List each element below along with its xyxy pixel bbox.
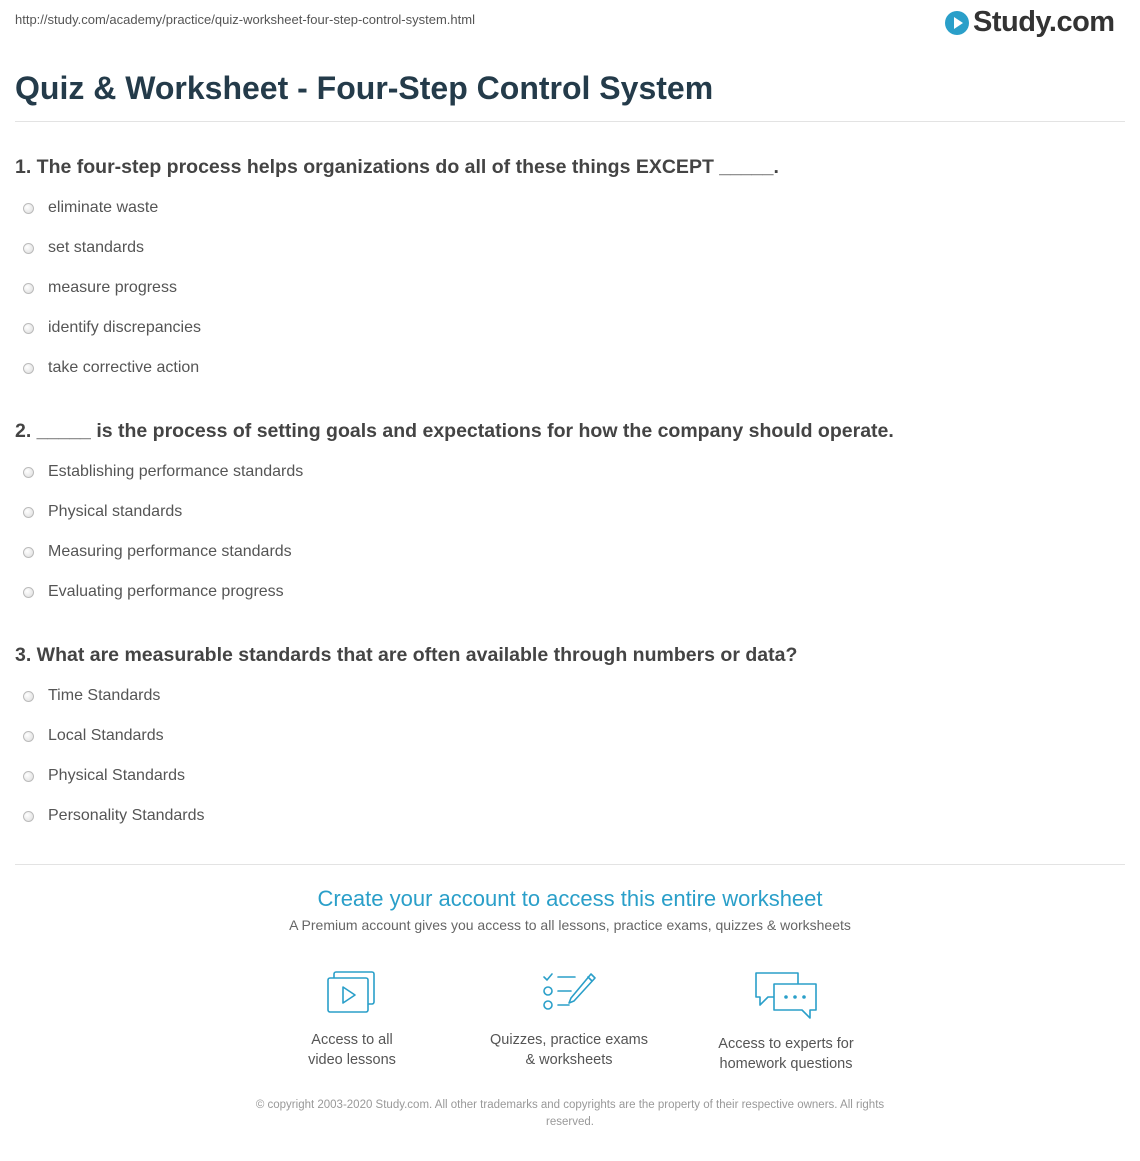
question-1-option-2[interactable]: [23, 239, 144, 257]
title-divider: [15, 121, 1125, 122]
feature-experts: [686, 970, 886, 1074]
option-label: Evaluating performance progress: [48, 583, 284, 600]
feature-label-line1: Access to all: [311, 1032, 393, 1048]
radio-button[interactable]: [23, 691, 34, 702]
radio-button[interactable]: [23, 203, 34, 214]
option-label: set standards: [48, 239, 145, 256]
question-2-option-3[interactable]: [23, 543, 292, 561]
feature-label-line2: video lessons: [308, 1052, 396, 1068]
question-3-option-4[interactable]: [23, 807, 205, 825]
logo-text: Study.com: [973, 6, 1115, 38]
radio-button[interactable]: [23, 323, 34, 334]
option-label: Personality Standards: [48, 807, 205, 824]
option-label: Time Standards: [48, 687, 161, 704]
radio-button[interactable]: [23, 507, 34, 518]
radio-button[interactable]: [23, 547, 34, 558]
chat-bubbles-icon: [754, 970, 818, 1020]
radio-button[interactable]: [23, 243, 34, 254]
option-label: eliminate waste: [48, 199, 159, 216]
question-3-option-1[interactable]: [23, 687, 160, 705]
option-label: Physical Standards: [48, 767, 185, 784]
radio-button[interactable]: [23, 467, 34, 478]
option-label: take corrective action: [48, 359, 200, 376]
radio-button[interactable]: [23, 283, 34, 294]
radio-button[interactable]: [23, 771, 34, 782]
question-1-option-5[interactable]: [23, 359, 199, 377]
option-label: measure progress: [48, 279, 177, 296]
question-2-option-1[interactable]: [23, 463, 303, 481]
page-title: Quiz & Worksheet - Four-Step Control System: [15, 70, 714, 106]
question-3: 3. What are measurable standards that are often available through numbers or data?: [15, 644, 798, 666]
question-3-option-2[interactable]: [23, 727, 164, 745]
question-1-option-3[interactable]: [23, 279, 177, 297]
question-1: 1. The four-step process helps organizations do all of these things EXCEPT _____.: [15, 156, 779, 178]
quiz-checklist-icon: [541, 970, 597, 1016]
study-logo[interactable]: [944, 6, 1115, 39]
copyright-line1: © copyright 2003-2020 Study.com. All other trademarks and copyrights are the property of their respective owners. All rights: [255, 1099, 885, 1111]
option-label: Local Standards: [48, 727, 164, 744]
radio-button[interactable]: [23, 587, 34, 598]
radio-button[interactable]: [23, 363, 34, 374]
feature-label-line2: & worksheets: [525, 1052, 613, 1068]
question-3-option-3[interactable]: [23, 767, 185, 785]
radio-button[interactable]: [23, 731, 34, 742]
option-label: identify discrepancies: [48, 319, 201, 336]
create-account-link[interactable]: Create your account to access this entire worksheet: [317, 886, 823, 911]
question-2-option-2[interactable]: [23, 503, 182, 521]
feature-label-line2: homework questions: [719, 1056, 853, 1072]
copyright-notice: [215, 1097, 925, 1131]
feature-label-line1: Quizzes, practice exams: [490, 1032, 648, 1048]
feature-video-lessons: [252, 970, 452, 1070]
question-2: 2. _____ is the process of setting goals and expectations for how the company should operate.: [15, 420, 894, 442]
option-label: Measuring performance standards: [48, 543, 292, 560]
page-url: http://study.com/academy/practice/quiz-worksheet-four-step-control-system.html: [15, 12, 475, 27]
option-label: Establishing performance standards: [48, 463, 304, 480]
radio-button[interactable]: [23, 811, 34, 822]
premium-description: A Premium account gives you access to all lessons, practice exams, quizzes & worksheets: [289, 917, 851, 933]
question-1-option-1[interactable]: [23, 199, 158, 217]
section-divider: [15, 864, 1125, 865]
copyright-line2: reserved.: [546, 1116, 594, 1128]
question-1-option-4[interactable]: [23, 319, 201, 337]
question-2-option-4[interactable]: [23, 583, 284, 601]
play-circle-icon: [944, 10, 970, 36]
option-label: Physical standards: [48, 503, 183, 520]
video-lesson-icon: [326, 970, 378, 1016]
feature-label-line1: Access to experts for: [718, 1036, 854, 1052]
feature-quizzes: [469, 970, 669, 1070]
